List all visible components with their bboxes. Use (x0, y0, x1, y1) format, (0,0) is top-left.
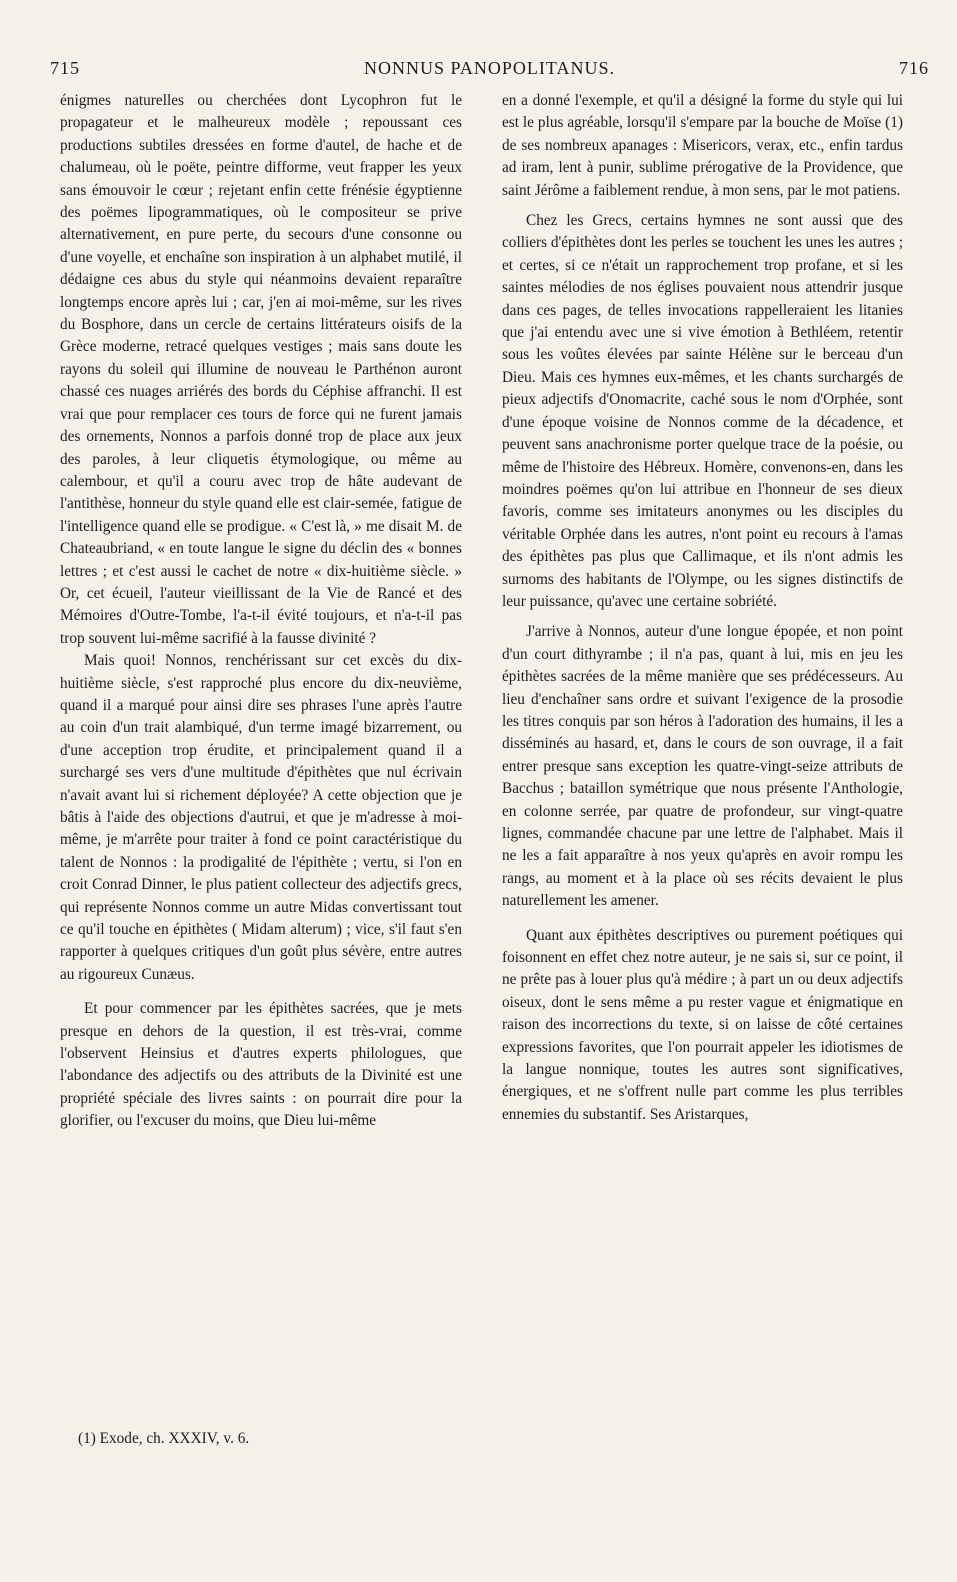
left-column (60, 90, 462, 1133)
running-title: NONNUS PANOPOLITANUS. (364, 58, 615, 78)
right-paragraph-2: Chez les Grecs, certains hymnes ne sont aussi que des colliers d'épithètes dont les perles se touchent les unes les autres ; et certes, si ce n'était un rapprochement trop profane, et si les saintes mélodies de nos églises pouvaient nous attendrir jusque dans ces pages, de telles invocations rappelleraient les litanies que j'ai entendu avec une si vive émotion à Bethléem, retentir sous les voûtes élevées par sainte Hélène sur le berceau d'un Dieu. Mais ces hymnes eux-mêmes, et les chants surchargés de pieux adjectifs d'Onomacrite, caché sous le nom d'Orphée, sont d'une époque voisine de Nonnos comme de la décadence, et peuvent sans anachronisme porter quelque trace de la poésie, ou même de l'histoire des Hébreux. Homère, convenons-en, dans les moindres poëmes qu'on lui attribue en l'honneur de ses dieux favoris, comme ses imitateurs anonymes ou les disciples du véritable Orphée dans les autres, n'ont point eu recours à l'amas des épithètes pas plus que Callimaque, et ils n'ont admis les surnoms des habitants de l'Olympe, ou les signes distinctifs de leur puissance, qu'avec une certaine sobriété. (502, 212, 903, 610)
left-paragraph-1: énigmes naturelles ou cherchées dont Lycophron fut le propagateur et le malheureux modèle ; repoussant ces productions subtiles dressées en forme d'autel, de hache et de chalumeau, où le poëte, peintre difforme, veut frapper les yeux sans émouvoir le cœur ; rejetant enfin cette frénésie égyptienne des poëmes lipogrammatiques, où le compositeur se prive alternativement, en pure perte, du secours d'une consonne ou d'une voyelle, et enchaîne son inspiration à un alphabet mutilé, il dédaigne ces abus du style qui néanmoins devaient reparaître longtemps encore après lui ; car, j'en ai moi-même, sur les rives du Bosphore, dans un cercle de certains littérateurs oisifs de la Grèce moderne, retracé quelques vestiges ; mais sans doute les rayons du soleil qui illumine de nouveau le Parthénon auront chassé ces nuages arriérés des bords du Céphise affranchi. Il est vrai que pour remplacer ces tours de force qui ne furent jamais des ornements, Nonnos a parfois donné trop de place aux jeux des paroles, à leur cliquetis étymologique, ou même au calembour, et qu'il a couru avec trop de hâte audevant de l'antithèse, honneur du style quand elle est clair-semée, fatigue de l'intelligence quand elle se prodigue. « C'est là, » me disait M. de Chateaubriand, « en toute langue le signe du déclin des « bonnes lettres ; et c'est aussi le cachet de notre « dix-huitième siècle. » Or, cet écueil, l'auteur vieillissant de la Vie de Rancé et des Mémoires d'Outre-Tombe, l'a-t-il évité toujours, et n'a-t-il pas trop souvent lui-même sacrifié à la fausse divinité ? (60, 92, 462, 647)
left-paragraph-2: Mais quoi! Nonnos, renchérissant sur cet excès du dix-huitième siècle, s'est rapproché plus encore du dix-neuvième, quand il a marqué pour ainsi dire ses phrases l'une après l'autre au coin d'un trait alambiqué, d'un terme imagé bizarrement, ou d'une acception trop érudite, et principalement quand il a surchargé ses vers d'une multitude d'épithètes que nul écrivain n'avait avant lui si richement déployée? A cette objection que je bâtis à l'aide des objections d'autrui, et que je m'adresse à moi-même, je m'arrête pour traiter à fond ce point caractéristique du talent de Nonnos : la prodigalité de l'épithète ; vertu, si l'on en croit Conrad Dinner, le plus patient collecteur des adjectifs grecs, qui représente Nonnos comme un autre Midas convertissant tout ce qu'il touche en épithètes ( Midam alterum) ; vice, s'il faut s'en rapporter à quelques critiques d'un goût plus sévère, entre autres au rigoureux Cunæus. (60, 652, 462, 983)
right-paragraph-1: en a donné l'exemple, et qu'il a désigné la forme du style qui lui est le plus agréable, lorsqu'il s'empare par la bouche de Moïse (1) de ses nombreux apanages : Misericors, verax, etc., enfin tardus ad iram, lent à punir, sublime prérogative de la Providence, que saint Jérôme a faiblement rendue, à mon sens, par le mot patiens. (502, 92, 903, 199)
left-paragraph-3: Et pour commencer par les épithètes sacrées, que je mets presque en dehors de la question, il est très-vrai, comme l'observent Heinsius et d'autres experts philologues, que l'abondance des adjectifs ou des attributs de la Divinité est une propriété spéciale des livres saints : on pourrait dire pour la glorifier, ou l'excuser du moins, que Dieu lui-même (60, 1000, 462, 1130)
page-number-left: 715 (50, 58, 80, 78)
page-number-right: 716 (899, 58, 929, 78)
right-column (502, 90, 903, 1126)
right-paragraph-4: Quant aux épithètes descriptives ou purement poétiques qui foisonnent en effet chez notre auteur, je ne sais si, sur ce point, il ne prête pas à louer plus qu'à médire ; à part un ou deux adjectifs oiseux, dont le sens même a pu rester vague et énigmatique en raison des incorrections du texte, si on laisse de côté certaines expressions favorites, que l'on pourrait appeler les idiotismes de la langue nonnique, toutes les autres sont significatives, énergiques, et ne s'offrent nulle part comme les plus terribles ennemies du substantif. Ses Aristarques, (502, 926, 903, 1123)
right-paragraph-3: J'arrive à Nonnos, auteur d'une longue épopée, et non point d'un court dithyrambe ; il n'a pas, quant à lui, mis en jeu les épithètes sacrées de la même manière que ses prédécesseurs. Au lieu d'enchaîner sans ordre et suivant l'exigence de la prosodie les titres conquis par son héros à l'adoration des humains, il les a disséminés au hasard, et, dans le cours de son ouvrage, il a fait entrer presque sans exception les quatre-vingt-seize attributs de Bacchus ; bataillon symétrique que nous présente l'Anthologie, en colonne serrée, par quatre de profondeur, sur vingt-quatre lignes, commandée chacune par une lettre de l'alphabet. Mais il ne les a fait apparaître à nos yeux qu'après en avoir rompu les rangs, au moment et à la place où ses récits devaient le plus naturellement les amener. (502, 623, 903, 910)
running-header (50, 58, 929, 88)
footnote: (1) Exode, ch. XXXIV, v. 6. (78, 1430, 250, 1447)
